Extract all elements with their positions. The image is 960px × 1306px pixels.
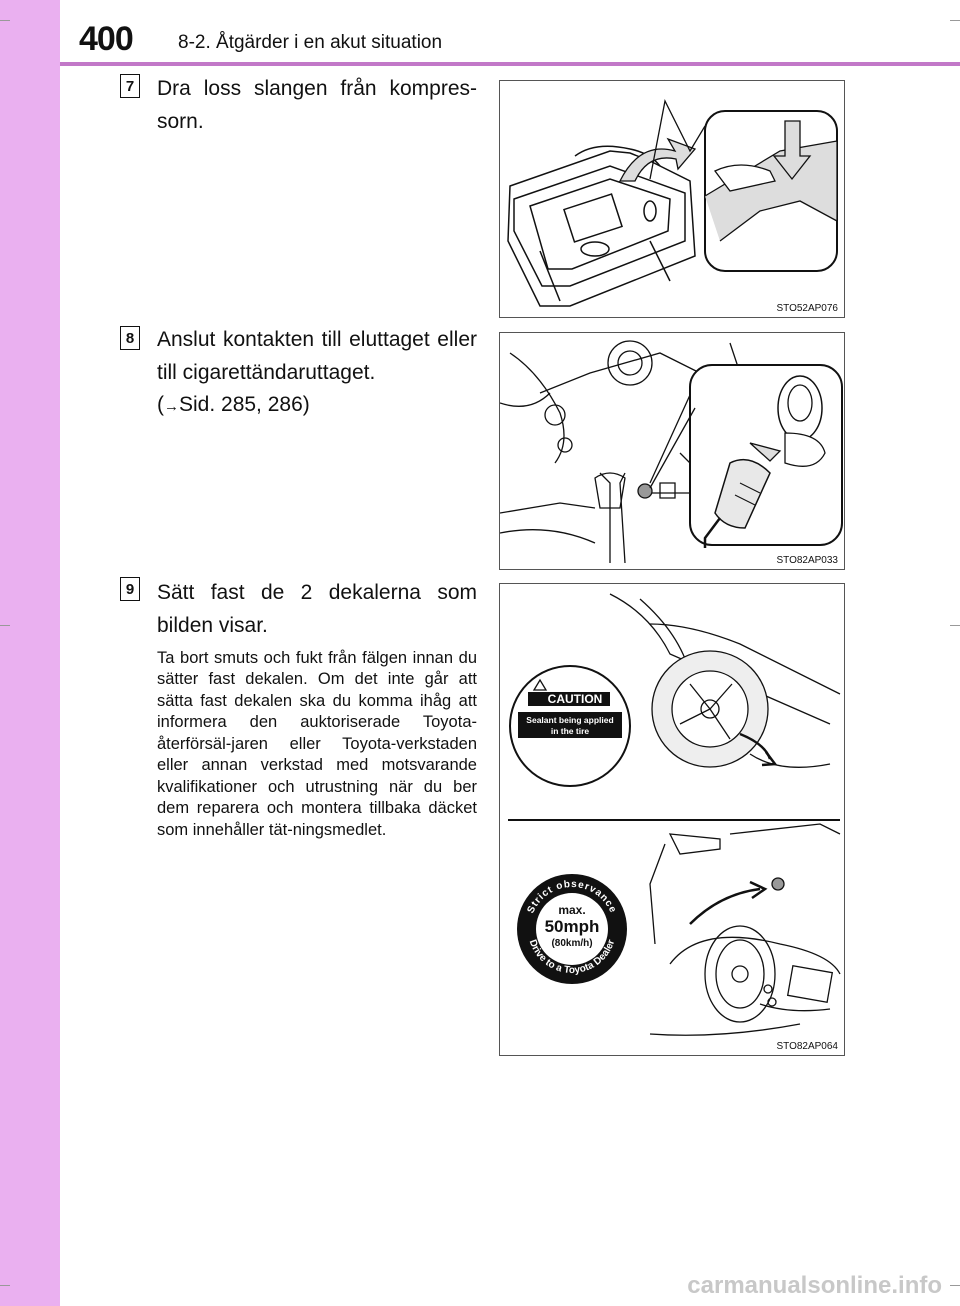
speed-sticker-speed: 50mph — [544, 917, 600, 936]
header-rule — [60, 62, 960, 66]
section-title: 8-2. Åtgärder i en akut situation — [178, 32, 443, 53]
speed-sticker — [517, 874, 627, 984]
figure-code: STO82AP033 — [776, 555, 838, 566]
caution-line-1: Sealant being applied — [526, 715, 614, 725]
step-9-text: Sätt fast de 2 dekalerna som bilden visar. — [157, 581, 477, 637]
crop-mark — [950, 625, 960, 626]
speed-sticker-kmh: (80km/h) — [551, 938, 593, 949]
crop-mark — [950, 1285, 960, 1286]
speed-sticker-top-arc: Strict observance — [525, 878, 619, 916]
step-number-7: 7 — [120, 74, 140, 98]
step-9-note: Ta bort smuts och fukt från fälgen innan du sätter fast dekalen. Om det inte går att sätta fast dekalen ska du komma ihåg att informera den auktoriserade Toyota-återförsäl-jaren eller Toyota-verkstaden eller annan verkstad med motsvarande kvalifikationer och utrustning när du ber dem reparera och montera tillbaka däcket som innehåller tät-ningsmedlet. — [157, 649, 477, 839]
compressor-illustration — [500, 81, 845, 318]
stickers-illustration — [500, 584, 845, 1056]
step-number-8: 8 — [120, 326, 140, 350]
step-7-text: Dra loss slangen från kompres-sorn. — [157, 77, 477, 133]
figure-stickers — [499, 583, 845, 1056]
watermark: carmanualsonline.info — [687, 1272, 942, 1299]
step-8-main-text: Anslut kontakten till eluttaget eller till cigarettändaruttaget. — [157, 328, 477, 384]
step-8-text — [157, 324, 477, 422]
step-8-page-reference: Sid. 285, 286) — [179, 393, 310, 417]
speed-sticker-bottom-arc: Drive to a Toyota Dealer — [526, 938, 618, 977]
crop-mark — [0, 625, 10, 626]
caution-sticker — [510, 666, 630, 786]
step-8-ref-open: ( — [157, 393, 164, 417]
caution-line-2: in the tire — [550, 726, 590, 736]
crop-mark — [0, 1285, 10, 1286]
crop-mark — [950, 20, 960, 21]
dashboard-drawing — [650, 824, 840, 1035]
caution-title: CAUTION — [547, 692, 603, 706]
crop-mark — [0, 20, 10, 21]
reference-arrow-icon: → — [164, 398, 179, 416]
power-outlet-illustration — [500, 333, 845, 570]
figure-power-outlet — [499, 332, 845, 570]
page-number: 400 — [79, 20, 133, 58]
figure-compressor-hose — [499, 80, 845, 318]
speed-sticker-max: max. — [558, 903, 586, 917]
step-number-9: 9 — [120, 577, 140, 601]
figure-code: STO52AP076 — [776, 303, 838, 314]
figure-code: STO82AP064 — [776, 1041, 838, 1052]
chapter-sidebar-tab — [0, 0, 60, 1306]
